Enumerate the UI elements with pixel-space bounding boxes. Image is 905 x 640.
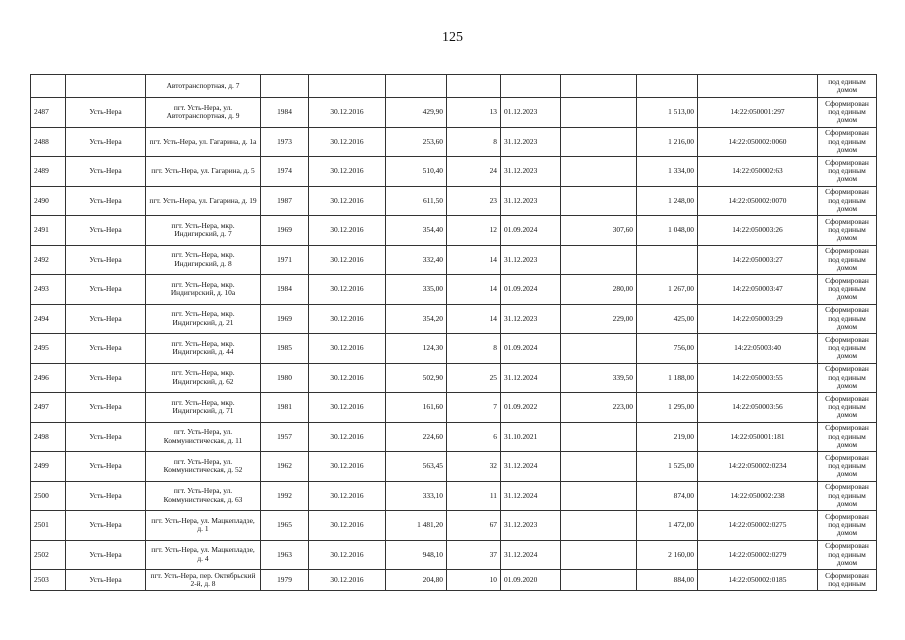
cell-cadastral-number: 14:22:05003:40 bbox=[698, 334, 818, 364]
cell-area: 502,90 bbox=[386, 363, 447, 393]
cell-area-2 bbox=[561, 245, 637, 275]
cell-area-2: 223,00 bbox=[561, 393, 637, 423]
cell-area-2 bbox=[561, 157, 637, 187]
cell-amount: 425,00 bbox=[637, 304, 698, 334]
cell-settlement: Усть-Нера bbox=[66, 157, 146, 187]
cell-build-year: 1965 bbox=[261, 511, 309, 541]
cell-note: Сформирован под единым домом bbox=[818, 363, 877, 393]
cell-address: пгт. Усть-Нера, ул. Гагарина, д. 1а bbox=[146, 127, 261, 157]
cell-date: 30.12.2016 bbox=[309, 334, 386, 364]
cell-area: 354,20 bbox=[386, 304, 447, 334]
cell-area-2 bbox=[561, 98, 637, 128]
cell-area-2 bbox=[561, 540, 637, 570]
cell-date: 30.12.2016 bbox=[309, 304, 386, 334]
cell-residents: 8 bbox=[447, 127, 501, 157]
table-row bbox=[31, 393, 877, 423]
cell-area: 224,60 bbox=[386, 422, 447, 452]
cell-residents: 11 bbox=[447, 481, 501, 511]
cell-build-year bbox=[261, 75, 309, 98]
table-row bbox=[31, 127, 877, 157]
cell-build-year: 1981 bbox=[261, 393, 309, 423]
cell-row-number: 2499 bbox=[31, 452, 66, 482]
cell-address: пгт. Усть-Нера, мкр. Индигирский, д. 44 bbox=[146, 334, 261, 364]
cell-residents: 10 bbox=[447, 570, 501, 591]
cell-cadastral-number: 14:22:050001:297 bbox=[698, 98, 818, 128]
cell-note: Сформирован под единым домом bbox=[818, 157, 877, 187]
cell-address: пгт. Усть-Нера, мкр. Индигирский, д. 62 bbox=[146, 363, 261, 393]
cell-area: 429,90 bbox=[386, 98, 447, 128]
cell-settlement: Усть-Нера bbox=[66, 275, 146, 305]
cell-area: 333,10 bbox=[386, 481, 447, 511]
cell-residents: 6 bbox=[447, 422, 501, 452]
cell-row-number: 2489 bbox=[31, 157, 66, 187]
cell-settlement: Усть-Нера bbox=[66, 511, 146, 541]
cell-amount bbox=[637, 75, 698, 98]
cell-amount: 884,00 bbox=[637, 570, 698, 591]
cell-note: Сформирован под единым домом bbox=[818, 216, 877, 246]
cell-area: 948,10 bbox=[386, 540, 447, 570]
table-row bbox=[31, 511, 877, 541]
cell-row-number: 2501 bbox=[31, 511, 66, 541]
cell-row-number: 2488 bbox=[31, 127, 66, 157]
cell-deadline: 31.12.2024 bbox=[501, 452, 561, 482]
cell-note: Сформирован под единым домом bbox=[818, 304, 877, 334]
cell-date: 30.12.2016 bbox=[309, 481, 386, 511]
cell-residents: 14 bbox=[447, 245, 501, 275]
cell-deadline: 31.12.2023 bbox=[501, 186, 561, 216]
cell-address: пгт. Усть-Нера, ул. Автотранспортная, д. 9 bbox=[146, 98, 261, 128]
cell-amount: 1 525,00 bbox=[637, 452, 698, 482]
cell-address: пгт. Усть-Нера, мкр. Индигирский, д. 8 bbox=[146, 245, 261, 275]
cell-area: 510,40 bbox=[386, 157, 447, 187]
cell-residents: 13 bbox=[447, 98, 501, 128]
cell-build-year: 1971 bbox=[261, 245, 309, 275]
cell-area bbox=[386, 75, 447, 98]
cell-deadline: 31.12.2023 bbox=[501, 304, 561, 334]
cell-amount: 219,00 bbox=[637, 422, 698, 452]
cell-build-year: 1962 bbox=[261, 452, 309, 482]
cell-row-number: 2491 bbox=[31, 216, 66, 246]
cell-build-year: 1969 bbox=[261, 304, 309, 334]
cell-area: 1 481,20 bbox=[386, 511, 447, 541]
cell-deadline: 31.12.2024 bbox=[501, 481, 561, 511]
cell-residents: 12 bbox=[447, 216, 501, 246]
table-row bbox=[31, 422, 877, 452]
cell-note: Сформирован под единым домом bbox=[818, 452, 877, 482]
housing-table bbox=[30, 74, 877, 591]
cell-cadastral-number: 14:22:050002:0185 bbox=[698, 570, 818, 591]
cell-date: 30.12.2016 bbox=[309, 98, 386, 128]
cell-row-number: 2490 bbox=[31, 186, 66, 216]
cell-residents: 7 bbox=[447, 393, 501, 423]
table-row bbox=[31, 186, 877, 216]
cell-date: 30.12.2016 bbox=[309, 452, 386, 482]
cell-note: Сформирован под единым домом bbox=[818, 481, 877, 511]
table-row bbox=[31, 481, 877, 511]
cell-residents: 32 bbox=[447, 452, 501, 482]
cell-address: Автотранспортная, д. 7 bbox=[146, 75, 261, 98]
cell-cadastral-number: 14:22:050001:181 bbox=[698, 422, 818, 452]
cell-build-year: 1984 bbox=[261, 275, 309, 305]
cell-area-2 bbox=[561, 127, 637, 157]
cell-note: Сформирован под единым домом bbox=[818, 98, 877, 128]
cell-note: под единым домом bbox=[818, 75, 877, 98]
table-row bbox=[31, 304, 877, 334]
cell-cadastral-number: 14:22:050002:0060 bbox=[698, 127, 818, 157]
cell-note: Сформирован под единым домом bbox=[818, 186, 877, 216]
cell-date: 30.12.2016 bbox=[309, 127, 386, 157]
cell-area-2 bbox=[561, 422, 637, 452]
cell-build-year: 1969 bbox=[261, 216, 309, 246]
cell-settlement: Усть-Нера bbox=[66, 216, 146, 246]
cell-deadline: 01.09.2024 bbox=[501, 334, 561, 364]
cell-address: пгт. Усть-Нера, мкр. Индигирский, д. 10а bbox=[146, 275, 261, 305]
cell-cadastral-number: 14:22:050002:0275 bbox=[698, 511, 818, 541]
cell-address: пгт. Усть-Нера, пер. Октябрьский 2-й, д. 8 bbox=[146, 570, 261, 591]
cell-area: 563,45 bbox=[386, 452, 447, 482]
cell-area-2: 229,00 bbox=[561, 304, 637, 334]
cell-note: Сформирован под единым домом bbox=[818, 422, 877, 452]
cell-address: пгт. Усть-Нера, ул. Коммунистическая, д. 63 bbox=[146, 481, 261, 511]
cell-build-year: 1974 bbox=[261, 157, 309, 187]
cell-row-number: 2495 bbox=[31, 334, 66, 364]
cell-address: пгт. Усть-Нера, мкр. Индигирский, д. 71 bbox=[146, 393, 261, 423]
cell-area-2 bbox=[561, 452, 637, 482]
cell-address: пгт. Усть-Нера, ул. Мацкепладзе, д. 4 bbox=[146, 540, 261, 570]
cell-row-number: 2500 bbox=[31, 481, 66, 511]
cell-area-2 bbox=[561, 334, 637, 364]
cell-note: Сформирован под единым домом bbox=[818, 275, 877, 305]
cell-address: пгт. Усть-Нера, мкр. Индигирский, д. 21 bbox=[146, 304, 261, 334]
cell-cadastral-number: 14:22:050002:0070 bbox=[698, 186, 818, 216]
cell-note: Сформирован под единым домом bbox=[818, 334, 877, 364]
cell-row-number: 2503 bbox=[31, 570, 66, 591]
cell-build-year: 1992 bbox=[261, 481, 309, 511]
cell-date: 30.12.2016 bbox=[309, 393, 386, 423]
table-row bbox=[31, 334, 877, 364]
cell-residents: 67 bbox=[447, 511, 501, 541]
cell-build-year: 1984 bbox=[261, 98, 309, 128]
cell-row-number: 2494 bbox=[31, 304, 66, 334]
cell-date bbox=[309, 75, 386, 98]
cell-address: пгт. Усть-Нера, мкр. Индигирский, д. 7 bbox=[146, 216, 261, 246]
cell-area-2: 307,60 bbox=[561, 216, 637, 246]
cell-row-number: 2487 bbox=[31, 98, 66, 128]
cell-amount: 756,00 bbox=[637, 334, 698, 364]
cell-settlement: Усть-Нера bbox=[66, 452, 146, 482]
cell-date: 30.12.2016 bbox=[309, 157, 386, 187]
cell-row-number: 2498 bbox=[31, 422, 66, 452]
cell-cadastral-number: 14:22:050002:63 bbox=[698, 157, 818, 187]
cell-row-number: 2502 bbox=[31, 540, 66, 570]
cell-area: 611,50 bbox=[386, 186, 447, 216]
cell-date: 30.12.2016 bbox=[309, 511, 386, 541]
cell-date: 30.12.2016 bbox=[309, 540, 386, 570]
page-number: 125 bbox=[442, 30, 463, 45]
cell-deadline bbox=[501, 75, 561, 98]
cell-deadline: 31.12.2023 bbox=[501, 157, 561, 187]
cell-deadline: 01.09.2020 bbox=[501, 570, 561, 591]
cell-cadastral-number: 14:22:050002:0279 bbox=[698, 540, 818, 570]
cell-amount: 1 188,00 bbox=[637, 363, 698, 393]
cell-build-year: 1980 bbox=[261, 363, 309, 393]
cell-row-number: 2497 bbox=[31, 393, 66, 423]
cell-note: Сформирован под единым домом bbox=[818, 540, 877, 570]
cell-amount: 1 216,00 bbox=[637, 127, 698, 157]
cell-area: 253,60 bbox=[386, 127, 447, 157]
cell-settlement: Усть-Нера bbox=[66, 363, 146, 393]
cell-settlement: Усть-Нера bbox=[66, 540, 146, 570]
cell-area-2 bbox=[561, 75, 637, 98]
cell-row-number bbox=[31, 75, 66, 98]
cell-amount: 1 334,00 bbox=[637, 157, 698, 187]
table-row bbox=[31, 216, 877, 246]
cell-address: пгт. Усть-Нера, ул. Гагарина, д. 19 bbox=[146, 186, 261, 216]
cell-row-number: 2496 bbox=[31, 363, 66, 393]
cell-build-year: 1985 bbox=[261, 334, 309, 364]
cell-date: 30.12.2016 bbox=[309, 422, 386, 452]
cell-amount bbox=[637, 245, 698, 275]
cell-area-2 bbox=[561, 570, 637, 591]
cell-settlement: Усть-Нера bbox=[66, 127, 146, 157]
cell-deadline: 31.10.2021 bbox=[501, 422, 561, 452]
cell-note: Сформирован под единым домом bbox=[818, 511, 877, 541]
cell-date: 30.12.2016 bbox=[309, 570, 386, 591]
cell-deadline: 31.12.2023 bbox=[501, 127, 561, 157]
cell-deadline: 01.09.2022 bbox=[501, 393, 561, 423]
cell-residents: 23 bbox=[447, 186, 501, 216]
cell-settlement: Усть-Нера bbox=[66, 186, 146, 216]
cell-amount: 874,00 bbox=[637, 481, 698, 511]
cell-deadline: 31.12.2024 bbox=[501, 363, 561, 393]
cell-area-2 bbox=[561, 511, 637, 541]
cell-area: 124,30 bbox=[386, 334, 447, 364]
cell-amount: 1 248,00 bbox=[637, 186, 698, 216]
cell-settlement: Усть-Нера bbox=[66, 304, 146, 334]
cell-deadline: 01.09.2024 bbox=[501, 275, 561, 305]
cell-amount: 1 472,00 bbox=[637, 511, 698, 541]
cell-deadline: 31.12.2023 bbox=[501, 245, 561, 275]
cell-amount: 1 048,00 bbox=[637, 216, 698, 246]
cell-area: 335,00 bbox=[386, 275, 447, 305]
cell-row-number: 2493 bbox=[31, 275, 66, 305]
cell-cadastral-number: 14:22:050003:29 bbox=[698, 304, 818, 334]
cell-date: 30.12.2016 bbox=[309, 363, 386, 393]
cell-area: 161,60 bbox=[386, 393, 447, 423]
cell-build-year: 1957 bbox=[261, 422, 309, 452]
cell-deadline: 01.09.2024 bbox=[501, 216, 561, 246]
cell-settlement: Усть-Нера bbox=[66, 98, 146, 128]
table-row bbox=[31, 98, 877, 128]
cell-settlement: Усть-Нера bbox=[66, 334, 146, 364]
cell-residents: 8 bbox=[447, 334, 501, 364]
cell-area-2 bbox=[561, 481, 637, 511]
cell-address: пгт. Усть-Нера, ул. Гагарина, д. 5 bbox=[146, 157, 261, 187]
cell-amount: 1 267,00 bbox=[637, 275, 698, 305]
table-row bbox=[31, 157, 877, 187]
cell-deadline: 01.12.2023 bbox=[501, 98, 561, 128]
table-row bbox=[31, 452, 877, 482]
cell-date: 30.12.2016 bbox=[309, 186, 386, 216]
cell-area-2 bbox=[561, 186, 637, 216]
cell-build-year: 1979 bbox=[261, 570, 309, 591]
cell-settlement: Усть-Нера bbox=[66, 245, 146, 275]
cell-date: 30.12.2016 bbox=[309, 245, 386, 275]
cell-residents: 14 bbox=[447, 275, 501, 305]
table-row bbox=[31, 245, 877, 275]
cell-area: 204,80 bbox=[386, 570, 447, 591]
cell-cadastral-number: 14:22:050002:238 bbox=[698, 481, 818, 511]
table-row bbox=[31, 75, 877, 98]
cell-area-2: 280,00 bbox=[561, 275, 637, 305]
cell-residents: 25 bbox=[447, 363, 501, 393]
cell-area-2: 339,50 bbox=[561, 363, 637, 393]
cell-date: 30.12.2016 bbox=[309, 275, 386, 305]
cell-amount: 1 295,00 bbox=[637, 393, 698, 423]
cell-settlement: Усть-Нера bbox=[66, 393, 146, 423]
cell-residents: 37 bbox=[447, 540, 501, 570]
cell-cadastral-number: 14:22:050003:55 bbox=[698, 363, 818, 393]
cell-residents bbox=[447, 75, 501, 98]
cell-row-number: 2492 bbox=[31, 245, 66, 275]
cell-settlement: Усть-Нера bbox=[66, 481, 146, 511]
cell-note: Сформирован под единым домом bbox=[818, 127, 877, 157]
cell-note: Сформирован под единым домом bbox=[818, 393, 877, 423]
cell-note: Сформирован под единым домом bbox=[818, 245, 877, 275]
cell-date: 30.12.2016 bbox=[309, 216, 386, 246]
cell-build-year: 1973 bbox=[261, 127, 309, 157]
cell-deadline: 31.12.2024 bbox=[501, 540, 561, 570]
cell-note: Сформирован под единым bbox=[818, 570, 877, 591]
cell-cadastral-number: 14:22:050003:26 bbox=[698, 216, 818, 246]
cell-cadastral-number: 14:22:050003:56 bbox=[698, 393, 818, 423]
table-row bbox=[31, 570, 877, 591]
cell-residents: 14 bbox=[447, 304, 501, 334]
cell-area: 354,40 bbox=[386, 216, 447, 246]
cell-build-year: 1987 bbox=[261, 186, 309, 216]
cell-cadastral-number: 14:22:050003:27 bbox=[698, 245, 818, 275]
cell-cadastral-number: 14:22:050002:0234 bbox=[698, 452, 818, 482]
cell-amount: 1 513,00 bbox=[637, 98, 698, 128]
cell-settlement bbox=[66, 75, 146, 98]
cell-residents: 24 bbox=[447, 157, 501, 187]
cell-deadline: 31.12.2023 bbox=[501, 511, 561, 541]
cell-amount: 2 160,00 bbox=[637, 540, 698, 570]
cell-cadastral-number: 14:22:050003:47 bbox=[698, 275, 818, 305]
table-row bbox=[31, 363, 877, 393]
cell-address: пгт. Усть-Нера, ул. Мацкепладзе, д. 1 bbox=[146, 511, 261, 541]
table-row bbox=[31, 540, 877, 570]
cell-area: 332,40 bbox=[386, 245, 447, 275]
cell-cadastral-number bbox=[698, 75, 818, 98]
table-row bbox=[31, 275, 877, 305]
cell-settlement: Усть-Нера bbox=[66, 422, 146, 452]
cell-settlement: Усть-Нера bbox=[66, 570, 146, 591]
cell-build-year: 1963 bbox=[261, 540, 309, 570]
cell-address: пгт. Усть-Нера, ул. Коммунистическая, д. 52 bbox=[146, 452, 261, 482]
cell-address: пгт. Усть-Нера, ул. Коммунистическая, д. 11 bbox=[146, 422, 261, 452]
